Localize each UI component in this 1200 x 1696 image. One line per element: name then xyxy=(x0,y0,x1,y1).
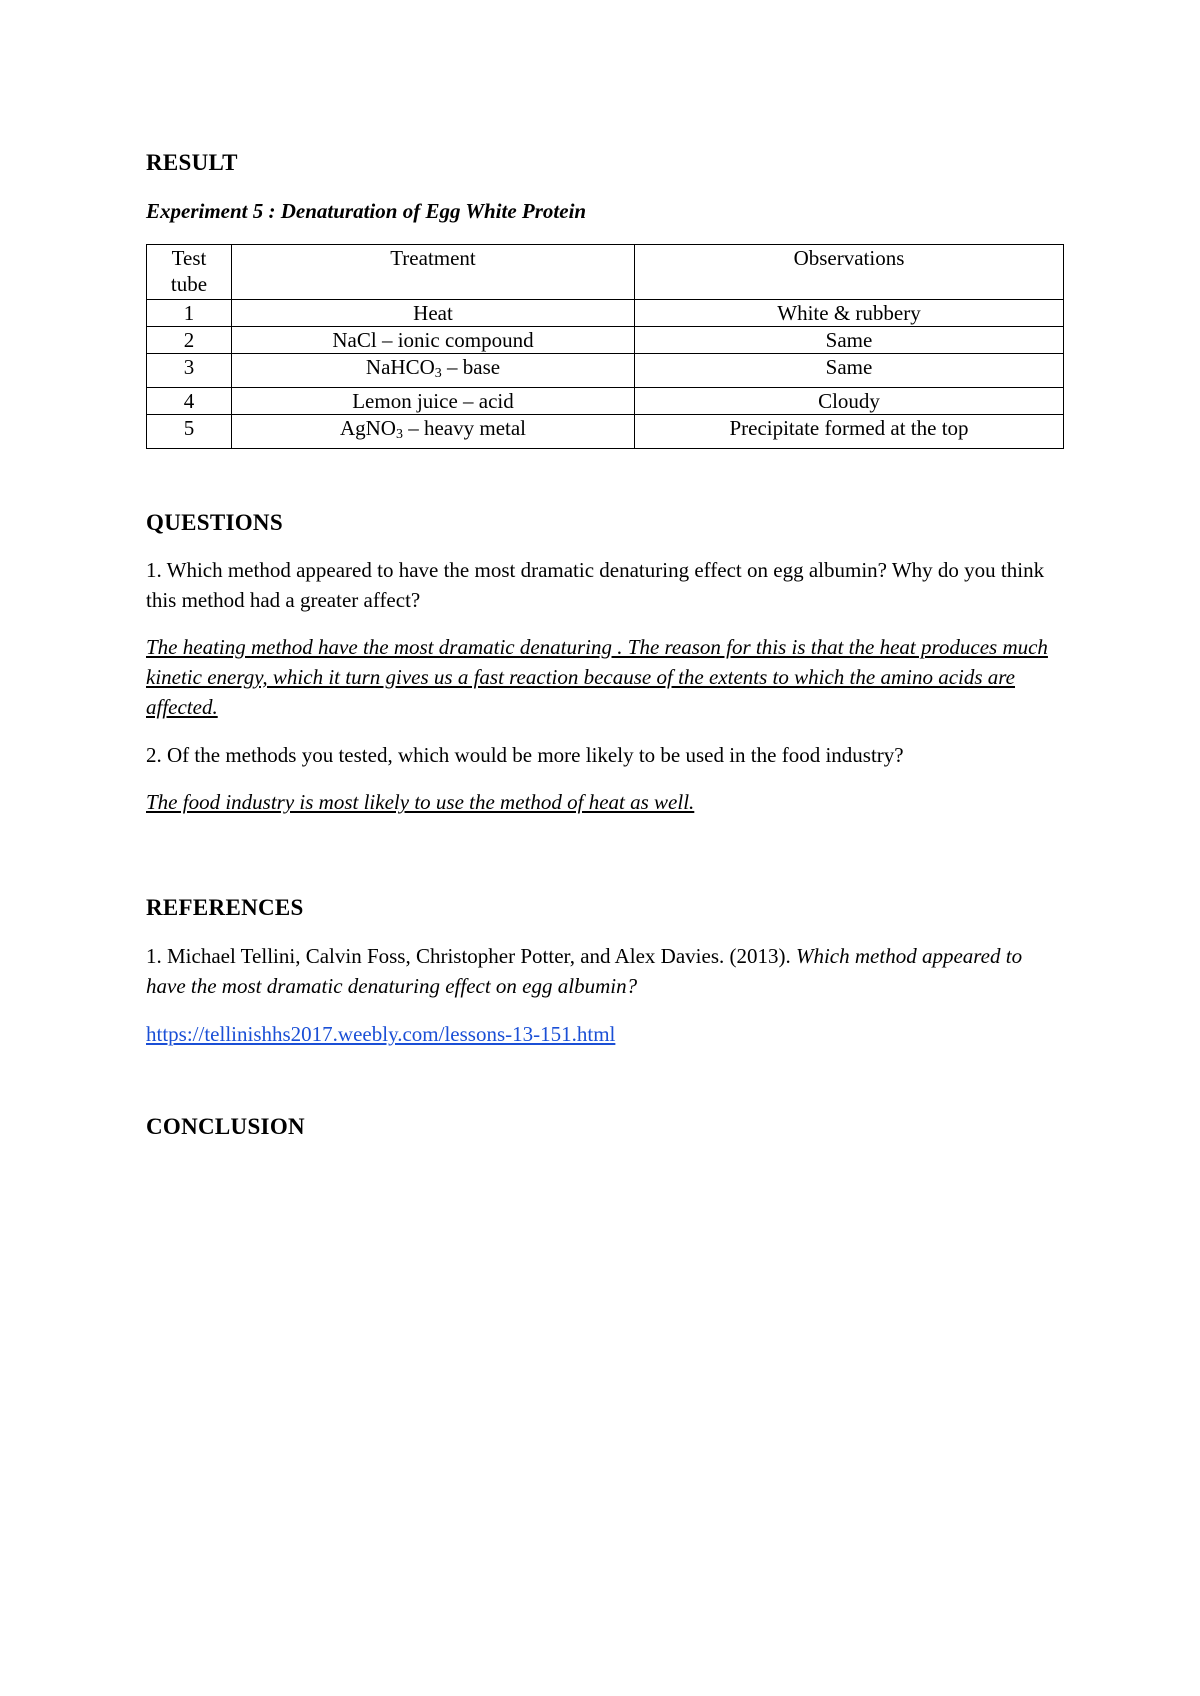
treatment-text: NaHCO xyxy=(365,355,435,379)
treatment-text: AgNO xyxy=(339,416,396,440)
treatment-text-suffix: – heavy metal xyxy=(402,416,527,440)
treatment-text: NaCl – ionic compound xyxy=(332,328,534,352)
results-table xyxy=(146,244,1064,449)
reference-1-title: Which method appeared to have the most dramatic denaturing effect on egg albumin? xyxy=(146,944,1023,998)
reference-1 xyxy=(146,941,1066,1001)
question-1: 1. Which method appeared to have the most dramatic denaturing effect on egg albumin? Why do you think this method had a greater affect? xyxy=(146,558,1045,612)
table-row xyxy=(147,300,1064,327)
treatment-subscript: 3 xyxy=(395,427,403,442)
header-observations: Observations xyxy=(635,245,1064,300)
cell-test-tube: 1 xyxy=(147,300,232,327)
cell-treatment xyxy=(232,300,635,327)
references-heading: REFERENCES xyxy=(146,895,304,920)
experiment-subtitle: Experiment 5 : Denaturation of Egg White Protein xyxy=(146,199,587,223)
cell-treatment xyxy=(232,388,635,415)
cell-test-tube: 4 xyxy=(147,388,232,415)
reference-1-link[interactable]: https://tellinishhs2017.weebly.com/lessons-13-151.html xyxy=(146,1022,616,1046)
table-header-row xyxy=(147,245,1064,300)
question-2: 2. Of the methods you tested, which would be more likely to be used in the food industry? xyxy=(146,743,904,767)
cell-observation: Cloudy xyxy=(635,388,1064,415)
treatment-subscript: 3 xyxy=(434,366,442,381)
cell-observation: Same xyxy=(635,354,1064,388)
table-row xyxy=(147,415,1064,449)
treatment-text: Heat xyxy=(413,301,453,325)
reference-1-url-line xyxy=(146,1019,1066,1049)
table-row xyxy=(147,354,1064,388)
questions-heading: QUESTIONS xyxy=(146,510,283,535)
cell-observation: White & rubbery xyxy=(635,300,1064,327)
header-treatment: Treatment xyxy=(232,245,635,300)
header-test-tube: Test tube xyxy=(147,245,232,300)
answer-1: The heating method have the most dramatic denaturing . The reason for this is that the heat produces much kinetic energy, which it turn gives us a fast reaction because of the extents to which the amino acids are affected. xyxy=(146,635,1048,719)
treatment-text-suffix: – base xyxy=(441,355,501,379)
reference-1-authors: 1. Michael Tellini, Calvin Foss, Christopher Potter, and Alex Davies. (2013). xyxy=(146,944,791,968)
treatment-text: Lemon juice – acid xyxy=(352,389,514,413)
cell-test-tube: 5 xyxy=(147,415,232,449)
cell-treatment xyxy=(232,354,635,388)
cell-observation: Precipitate formed at the top xyxy=(635,415,1064,449)
cell-test-tube: 3 xyxy=(147,354,232,388)
cell-test-tube: 2 xyxy=(147,327,232,354)
conclusion-heading: CONCLUSION xyxy=(146,1114,305,1139)
cell-observation: Same xyxy=(635,327,1064,354)
answer-2: The food industry is most likely to use the method of heat as well. xyxy=(146,790,695,814)
result-heading: RESULT xyxy=(146,150,238,175)
table-row xyxy=(147,327,1064,354)
cell-treatment xyxy=(232,327,635,354)
cell-treatment xyxy=(232,415,635,449)
table-row xyxy=(147,388,1064,415)
